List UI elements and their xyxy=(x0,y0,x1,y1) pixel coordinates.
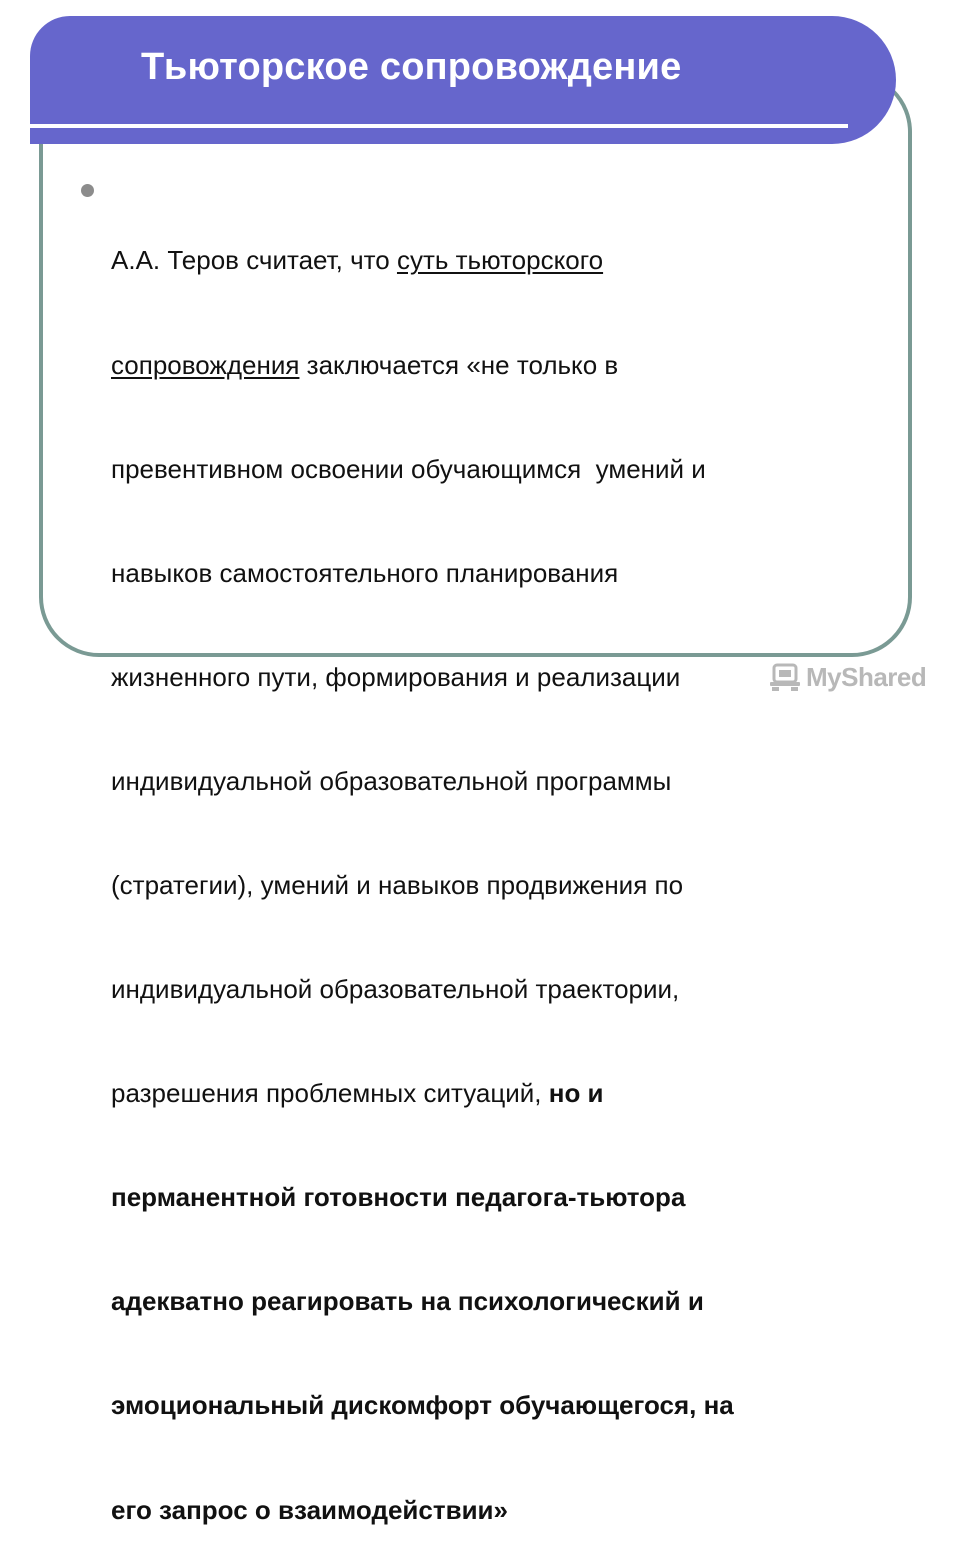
text-run: А.А. Теров считает, что xyxy=(111,245,397,276)
watermark xyxy=(768,660,928,694)
text-line: (стратегии), умений и навыков продвижения по xyxy=(111,869,684,900)
text-line xyxy=(111,348,891,383)
text-line: навыков самостоятельного планирования xyxy=(111,557,619,588)
text-line xyxy=(111,243,891,278)
title-divider xyxy=(30,124,848,128)
underlined-term: суть тьюторского xyxy=(396,245,604,276)
bullet-dot xyxy=(81,184,94,197)
text-line: индивидуальной образовательной программы xyxy=(111,765,672,796)
text-run: заключается «не только в xyxy=(299,349,619,380)
bold-line: перманентной готовности педагога-тьютора xyxy=(111,1182,686,1213)
text-line: превентивном освоении обучающимся умений и xyxy=(111,453,706,484)
text-run: разрешения проблемных ситуаций, xyxy=(111,1078,549,1109)
bold-line: эмоциональный дискомфорт обучающегося, на xyxy=(111,1390,734,1421)
bold-line: адекватно реагировать на психологический и xyxy=(111,1286,704,1317)
text-line xyxy=(111,1076,891,1111)
underlined-term: сопровождения xyxy=(111,349,300,380)
watermark-text: MyShared xyxy=(806,662,927,692)
quote-paragraph xyxy=(111,174,891,1562)
bold-run: но и xyxy=(548,1078,604,1109)
myshared-logo-icon xyxy=(768,662,802,692)
slide-title: Тьюторское сопровождение xyxy=(141,46,682,88)
bold-line: его запрос о взаимодействии» xyxy=(111,1494,508,1525)
text-line: индивидуальной образовательной траектории, xyxy=(111,974,680,1005)
text-line: жизненного пути, формирования и реализации xyxy=(111,661,681,692)
